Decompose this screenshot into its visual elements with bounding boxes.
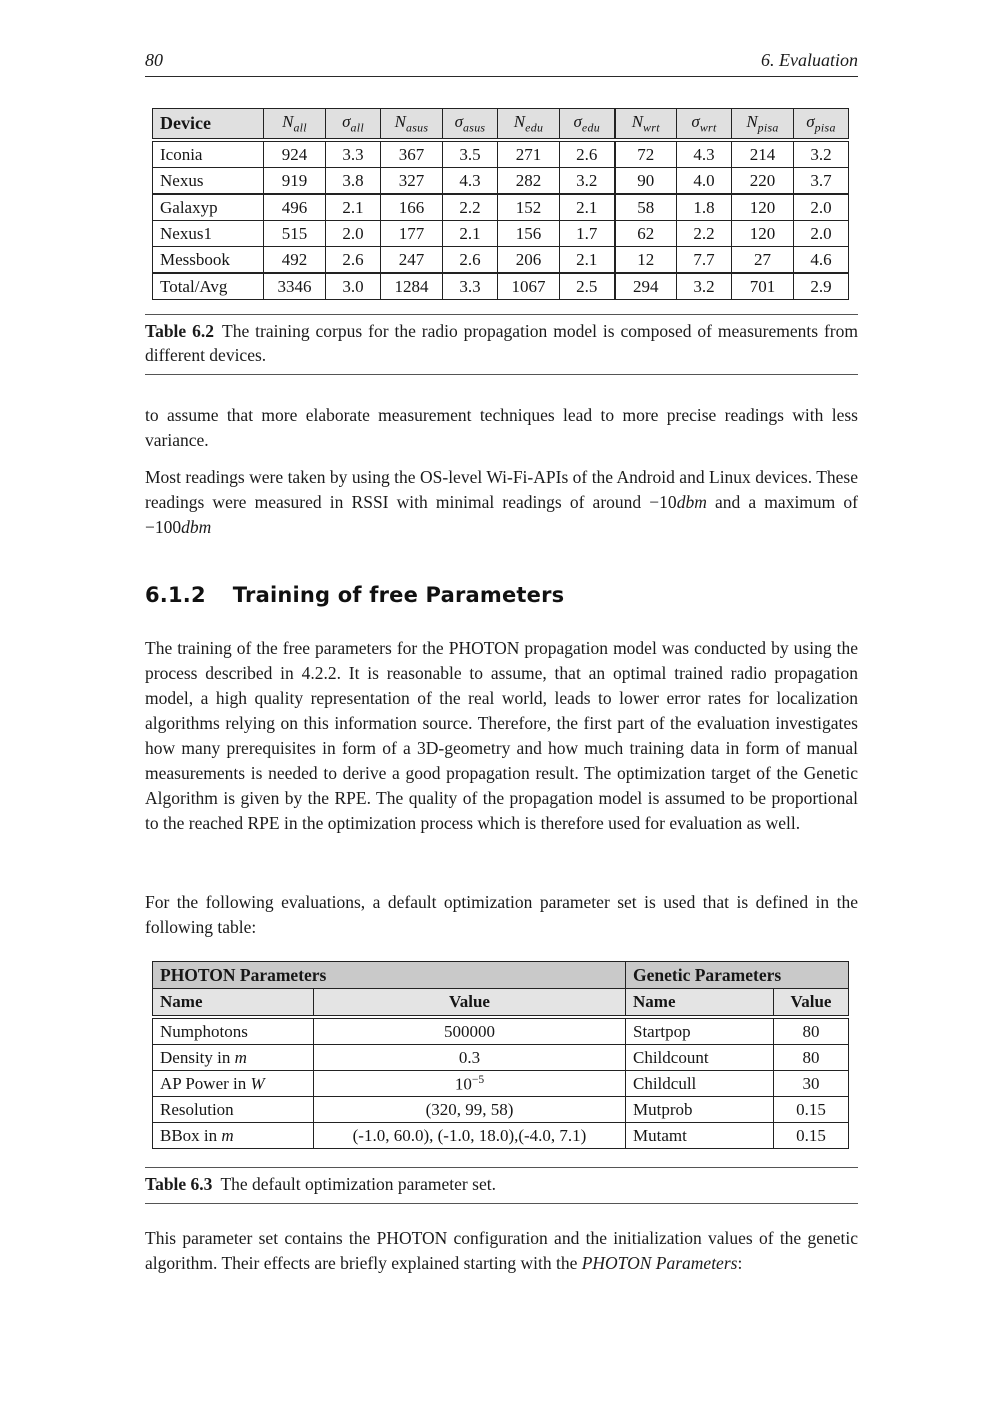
body-paragraph [145, 403, 858, 453]
table-row [153, 221, 849, 247]
value-cell: 166 [381, 194, 443, 221]
parameter-value-cell [314, 1045, 626, 1071]
table-6-2-caption [145, 314, 858, 375]
value-cell: 2.0 [794, 221, 849, 247]
page-header [145, 50, 858, 77]
parameter-name-cell [153, 1097, 314, 1123]
stat-column-header: $N_{edu}$ [498, 109, 560, 141]
value-cell: 72 [615, 140, 677, 168]
body-paragraph [145, 465, 858, 540]
text-run: Density in [160, 1047, 235, 1067]
value-cell: 3.0 [326, 273, 381, 300]
parameter-name-cell [153, 1045, 314, 1071]
italic-text: PHOTON Parameters [581, 1253, 738, 1273]
value-cell: 4.3 [677, 140, 732, 168]
table-row [153, 247, 849, 274]
genetic-parameter-value-cell: 0.15 [774, 1123, 849, 1149]
value-cell: 1.7 [560, 221, 615, 247]
value-cell: 120 [732, 221, 794, 247]
value-cell: 919 [264, 168, 326, 195]
section-heading [145, 583, 564, 607]
body-paragraph [145, 1226, 858, 1276]
value-cell: 3.2 [677, 273, 732, 300]
parameter-value-cell [314, 1097, 626, 1123]
text-run: For the following evaluations, a default optimization parameter set is used that is defined in the following table: [145, 892, 858, 937]
text-run: 500000 [444, 1021, 495, 1041]
group-header-row [153, 962, 849, 989]
value-cell: 3.2 [560, 168, 615, 195]
genetic-parameter-name-cell: Mutprob [626, 1097, 774, 1123]
value-cell: 2.6 [326, 247, 381, 274]
superscript-text: −5 [471, 1072, 485, 1086]
caption-label: Table 6.2 [145, 321, 214, 341]
value-cell: 3.3 [326, 140, 381, 168]
value-cell: 206 [498, 247, 560, 274]
text-run: BBox in [160, 1125, 222, 1145]
value-cell: 62 [615, 221, 677, 247]
text-run: The training of the free parameters for the PHOTON propagation model was conducted by using the process described in 4.2.2. It is reasonable to assume, that an optimal trained radio propagation model, a high quality representation of the real world, leads to lower error rates for localization algorithms relying on this information source. Therefore, the first part of the evaluation investigates how many prerequisites in form of a 3D-geometry and how much training data in form of manual measurements is needed to derive a good propagation result. The optimization target of the Genetic Algorithm is given by the RPE. The quality of the propagation model is assumed to be proportional to the reached RPE in the optimization process which is therefore used for evaluation as well. [145, 638, 858, 833]
table-row [153, 140, 849, 168]
value-cell: 282 [498, 168, 560, 195]
value-cell: 2.9 [794, 273, 849, 300]
parameter-value-cell [314, 1123, 626, 1149]
device-name-cell: Galaxyp [153, 194, 264, 221]
stat-column-header: $N_{pisa}$ [732, 109, 794, 141]
value-cell: 294 [615, 273, 677, 300]
value-cell: 2.1 [443, 221, 498, 247]
device-column-header: Device [153, 109, 264, 141]
stat-column-header: $N_{all}$ [264, 109, 326, 141]
caption-text: The default optimization parameter set. [220, 1174, 496, 1194]
stat-column-header: $N_{asus}$ [381, 109, 443, 141]
table-row [153, 273, 849, 300]
table-row [153, 1017, 849, 1045]
table-row [153, 1123, 849, 1149]
value-cell: 327 [381, 168, 443, 195]
value-cell: 152 [498, 194, 560, 221]
value-cell: 4.3 [443, 168, 498, 195]
genetic-parameter-name-cell: Startpop [626, 1017, 774, 1045]
value-cell: 2.6 [443, 247, 498, 274]
table-6-3-caption [145, 1167, 858, 1204]
value-cell: 120 [732, 194, 794, 221]
value-cell: 3346 [264, 273, 326, 300]
text-run: Numphotons [160, 1021, 248, 1041]
header-row [153, 109, 849, 141]
group-header: PHOTON Parameters [153, 962, 626, 989]
stat-column-header: $\sigma_{asus}$ [443, 109, 498, 141]
value-cell: 2.1 [560, 247, 615, 274]
genetic-parameter-name-cell: Childcount [626, 1045, 774, 1071]
value-cell: 2.2 [443, 194, 498, 221]
value-cell: 214 [732, 140, 794, 168]
parameter-name-cell [153, 1071, 314, 1097]
value-cell: 367 [381, 140, 443, 168]
genetic-parameter-value-cell: 80 [774, 1045, 849, 1071]
device-name-cell: Nexus [153, 168, 264, 195]
italic-text: dbm [181, 517, 212, 537]
value-cell: 4.0 [677, 168, 732, 195]
value-cell: 1067 [498, 273, 560, 300]
parameters-table [152, 961, 849, 1149]
device-name-cell: Nexus1 [153, 221, 264, 247]
section-number: 6.1.2 [145, 583, 206, 607]
text-run: (-1.0, 60.0), (-1.0, 18.0),(-4.0, 7.1) [352, 1125, 587, 1145]
table-row [153, 1071, 849, 1097]
value-cell: 3.7 [794, 168, 849, 195]
value-cell: 27 [732, 247, 794, 274]
value-cell: 2.6 [560, 140, 615, 168]
value-cell: 2.1 [326, 194, 381, 221]
caption-text: The training corpus for the radio propagation model is composed of measurements from different devices. [145, 321, 858, 365]
text-run: Resolution [160, 1099, 234, 1119]
stat-column-header: $N_{wrt}$ [615, 109, 677, 141]
text-run: to assume that more elaborate measurement techniques lead to more precise readings with less variance. [145, 405, 858, 450]
device-name-cell: Messbook [153, 247, 264, 274]
parameters-table-body [153, 1017, 849, 1149]
italic-text: dbm [676, 492, 707, 512]
value-cell: 247 [381, 247, 443, 274]
value-cell: 701 [732, 273, 794, 300]
value-cell: 177 [381, 221, 443, 247]
text-run: 10 [454, 1074, 472, 1094]
text-run: : [737, 1253, 743, 1273]
text-run: This parameter set contains the PHOTON configuration and the initialization values of the genetic algorithm. Their effects are briefly explained starting with the [145, 1228, 858, 1273]
genetic-parameter-name-cell: Childcull [626, 1071, 774, 1097]
table-row [153, 194, 849, 221]
parameters-table-header [153, 962, 849, 1018]
device-table-body [153, 140, 849, 300]
value-cell: 2.0 [794, 194, 849, 221]
value-cell: 3.8 [326, 168, 381, 195]
value-cell: 7.7 [677, 247, 732, 274]
table-row [153, 1097, 849, 1123]
running-chapter-title: 6. Evaluation [761, 50, 858, 70]
caption-label: Table 6.3 [145, 1174, 213, 1194]
value-cell: 90 [615, 168, 677, 195]
parameter-name-cell [153, 1123, 314, 1149]
device-name-cell: Total/Avg [153, 273, 264, 300]
value-cell: 3.2 [794, 140, 849, 168]
italic-text: m [234, 1047, 247, 1067]
value-cell: 496 [264, 194, 326, 221]
body-paragraph [145, 890, 858, 940]
text-run: AP Power in [160, 1073, 251, 1093]
value-cell: 2.5 [560, 273, 615, 300]
column-header: Name [626, 989, 774, 1018]
group-header: Genetic Parameters [626, 962, 849, 989]
text-run: (320, 99, 58) [425, 1099, 514, 1119]
page-number: 80 [145, 50, 163, 70]
value-cell: 4.6 [794, 247, 849, 274]
genetic-parameter-value-cell: 80 [774, 1017, 849, 1045]
italic-text: m [221, 1125, 234, 1145]
parameter-value-cell [314, 1071, 626, 1097]
column-header: Name [153, 989, 314, 1018]
text-run: and a maximum of −100 [145, 492, 859, 537]
value-cell: 1284 [381, 273, 443, 300]
value-cell: 3.5 [443, 140, 498, 168]
device-measurements-table [152, 108, 849, 300]
genetic-parameter-value-cell: 0.15 [774, 1097, 849, 1123]
genetic-parameter-name-cell: Mutamt [626, 1123, 774, 1149]
value-cell: 2.1 [560, 194, 615, 221]
value-cell: 515 [264, 221, 326, 247]
stat-column-header: $\sigma_{edu}$ [560, 109, 615, 141]
column-header-row [153, 989, 849, 1018]
value-cell: 2.0 [326, 221, 381, 247]
value-cell: 3.3 [443, 273, 498, 300]
body-paragraph [145, 636, 858, 836]
value-cell: 492 [264, 247, 326, 274]
stat-column-header: $\sigma_{pisa}$ [794, 109, 849, 141]
stat-column-header: $\sigma_{wrt}$ [677, 109, 732, 141]
section-title: Training of free Parameters [232, 583, 565, 607]
stat-column-header: $\sigma_{all}$ [326, 109, 381, 141]
value-cell: 58 [615, 194, 677, 221]
parameter-name-cell [153, 1017, 314, 1045]
value-cell: 12 [615, 247, 677, 274]
value-cell: 220 [732, 168, 794, 195]
table-row [153, 1045, 849, 1071]
table-row [153, 168, 849, 195]
device-table-header [153, 109, 849, 141]
value-cell: 271 [498, 140, 560, 168]
parameter-value-cell [314, 1017, 626, 1045]
text-run: 0.3 [458, 1047, 481, 1067]
text-run: Most readings were taken by using the OS-level Wi-Fi-APIs of the Android and Linux devices. These readings were measured in RSSI with minimal readings of around −10 [145, 467, 858, 512]
value-cell: 924 [264, 140, 326, 168]
device-name-cell: Iconia [153, 140, 264, 168]
column-header: Value [314, 989, 626, 1018]
italic-text: W [250, 1073, 265, 1093]
value-cell: 2.2 [677, 221, 732, 247]
value-cell: 1.8 [677, 194, 732, 221]
value-cell: 156 [498, 221, 560, 247]
column-header: Value [774, 989, 849, 1018]
genetic-parameter-value-cell: 30 [774, 1071, 849, 1097]
